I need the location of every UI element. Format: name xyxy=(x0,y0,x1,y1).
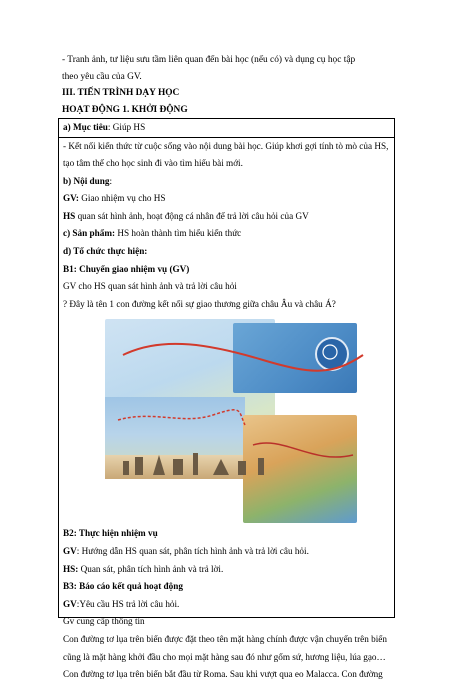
product-text: HS hoàn thành tìm hiểu kiến thức xyxy=(115,228,242,239)
product-line xyxy=(63,225,390,243)
b2-hs-text: Quan sát, phân tích hình ảnh và trả lời. xyxy=(78,563,224,574)
intro-line-2: theo yêu cầu của GV. xyxy=(62,71,142,82)
question-text: ? Đây là tên 1 con đường kết nối sự giao thương giữa châu Âu và châu Á? xyxy=(63,298,336,309)
goal-label: a) Mục tiêu xyxy=(63,122,108,132)
gv-text: Giao nhiệm vụ cho HS xyxy=(79,193,166,204)
para1-line-a: Con đường tơ lụa trên biển được đặt theo tên mặt hàng chính được vận chuyển trên biển xyxy=(63,634,387,644)
b3-gv-label: GV xyxy=(63,598,77,609)
b1-heading: B1: Chuyển giao nhiệm vụ (GV) xyxy=(63,263,190,274)
activity-table xyxy=(58,118,395,680)
para2-line: Con đường tơ lụa trên biển bắt đầu từ Roma. Sau khi vượt qua eo Malacca. Con đường xyxy=(63,669,383,680)
b2-gv-text: : Hướng dẫn HS quan sát, phân tích hình ảnh và trả lời câu hỏi. xyxy=(76,546,309,557)
section-heading: III. TIẾN TRÌNH DẠY HỌC xyxy=(62,88,180,98)
goal-heading-row xyxy=(59,119,394,137)
hs-text: quan sát hình ảnh, hoạt động cá nhân để trả lời câu hỏi của GV xyxy=(75,210,309,221)
silk-road-figure xyxy=(63,315,390,525)
b3-gv-text: :Yêu cầu HS trả lời câu hỏi. xyxy=(76,598,180,609)
info-line: Gv cung cấp thông tin xyxy=(63,616,145,627)
b3-heading: B3: Báo cáo kết quả hoạt động xyxy=(63,581,183,592)
table-body xyxy=(59,138,394,684)
content-label: b) Nội dung xyxy=(63,175,110,186)
content-colon: : xyxy=(109,175,113,186)
b2-gv-line xyxy=(63,543,390,561)
hs-label: HS xyxy=(63,210,76,221)
b2-gv-label: GV xyxy=(63,546,77,557)
org-heading: d) Tổ chức thực hiện: xyxy=(63,246,148,257)
gv-line xyxy=(63,190,390,208)
b1-text: GV cho HS quan sát hình ảnh và trả lời câu hỏi xyxy=(63,281,237,292)
activity-heading: HOẠT ĐỘNG 1. KHỞI ĐỘNG xyxy=(62,104,188,115)
para1-line-b: cũng là mặt hàng khởi đầu cho mọi mặt hàng sau đó như gốm sứ, hương liệu, lúa gạo… xyxy=(63,651,386,662)
goal-text-2: tạo tâm thế cho học sinh đi vào tìm hiểu bài mới. xyxy=(63,158,243,169)
goal-value: : Giúp HS xyxy=(107,122,146,132)
content-heading xyxy=(63,173,390,191)
gv-label: GV: xyxy=(63,193,79,204)
hs-line xyxy=(63,208,390,226)
product-label: c) Sản phẩm: xyxy=(63,228,116,239)
b2-hs-label: HS: xyxy=(63,563,79,574)
b2-heading: B2: Thực hiện nhiệm vụ xyxy=(63,528,158,539)
b2-hs-line xyxy=(63,561,390,579)
route-lines-icon xyxy=(63,315,393,525)
goal-text-1: - Kết nối kiến thức từ cuộc sống vào nội dung bài học. Giúp khơi gợi tính tò mò của HS, xyxy=(63,140,389,151)
intro-line-1: - Tranh ảnh, tư liệu sưu tầm liên quan đến bài học (nếu có) và dụng cụ học tập xyxy=(62,55,356,65)
b3-gv-line xyxy=(63,596,390,614)
intro-block xyxy=(62,52,402,118)
